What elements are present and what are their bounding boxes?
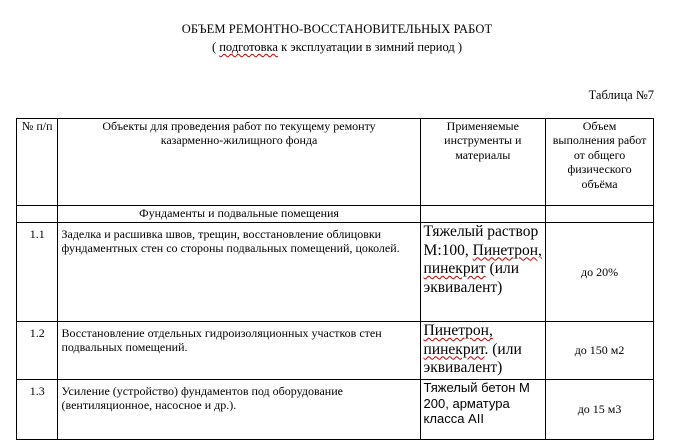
row-tools: Тяжелый бетон М 200, арматура класса АII xyxy=(420,380,546,440)
header-objects: Объекты для проведения работ по текущему ремонту казарменно-жилищного фонда xyxy=(58,119,420,206)
row-desc: Восстановление отдельных гидроизоляционных участков стен подвальных помещений. xyxy=(58,322,420,380)
row-tools xyxy=(420,322,546,380)
row-tools xyxy=(420,223,546,322)
row-volume: до 150 м2 xyxy=(546,322,654,380)
header-volume: Объем выполнения работ от общего физического объёма xyxy=(546,119,654,206)
document-title: ОБЪЕМ РЕМОНТНО-ВОССТАНОВИТЕЛЬНЫХ РАБОТ xyxy=(181,22,493,36)
header-num: № п/п xyxy=(17,119,58,206)
section-tools-cell xyxy=(420,206,546,223)
subtitle-open-paren: ( xyxy=(211,40,220,54)
row-volume: до 20% xyxy=(546,223,654,322)
row-num: 1.1 xyxy=(17,223,58,322)
table-row xyxy=(17,223,654,322)
row-tools-c: пинекрит xyxy=(423,260,486,278)
row-tools-d: (или эквивалент) xyxy=(423,260,520,296)
subtitle-spellcheck-word: подготовка xyxy=(219,40,278,54)
document-subtitle xyxy=(0,40,674,55)
row-volume: до 15 м3 xyxy=(546,380,654,440)
row-desc-line2: фундаментных стен со стороны подвальных помещений, цоколей. xyxy=(61,241,400,256)
row-desc xyxy=(58,223,420,322)
row-tools-b: пинекрит xyxy=(423,340,485,358)
row-num: 1.3 xyxy=(17,380,58,440)
row-desc: Усиление (устройство) фундаментов под оборудование (вентиляционное, насосное и др.). xyxy=(58,380,420,440)
row-tools-b: Пинетрон, xyxy=(472,241,542,259)
row-tools-c: . (или эквивалент) xyxy=(423,340,522,377)
section-num-cell xyxy=(17,206,58,223)
section-volume-cell xyxy=(546,206,654,223)
table-header-row xyxy=(17,119,654,206)
table-number: Таблица №7 xyxy=(588,88,654,102)
works-table xyxy=(16,118,654,440)
row-num: 1.2 xyxy=(17,322,58,380)
table-row xyxy=(17,322,654,380)
header-tools: Применяемые инструменты и материалы xyxy=(420,119,546,206)
table-row xyxy=(17,380,654,440)
subtitle-rest: к эксплуатации в зимний период ) xyxy=(277,40,463,54)
section-row xyxy=(17,206,654,223)
row-tools-a: Пинетрон, xyxy=(423,322,493,339)
section-title: Фундаменты и подвальные помещения xyxy=(58,206,420,223)
row-desc-line1: Заделка и расшивка швов, трещин, восстановление облицовки xyxy=(61,227,382,241)
row-tools-a: Тяжелый раствор М:100, xyxy=(423,223,539,259)
